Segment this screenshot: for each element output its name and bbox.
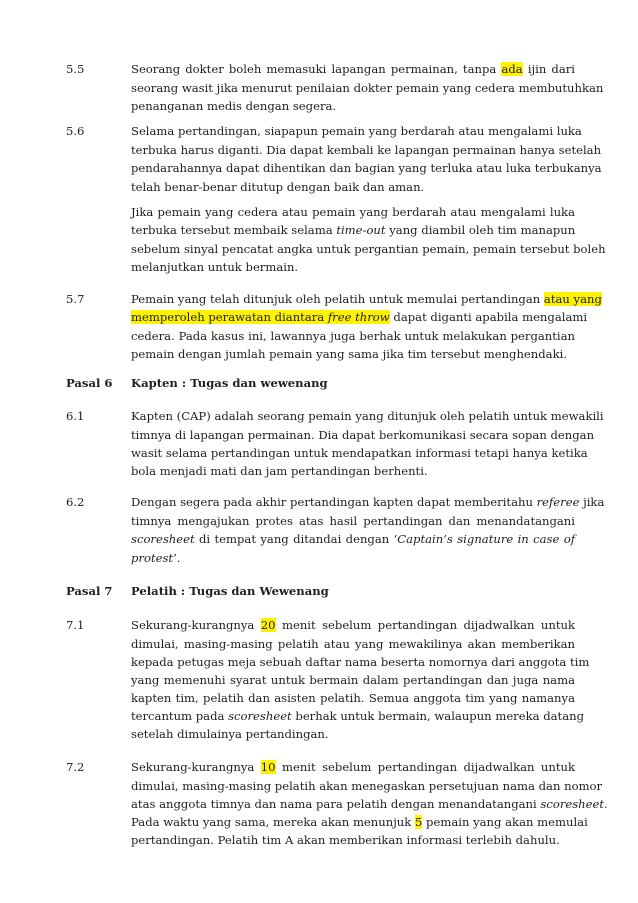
- section-number: 6.1: [66, 409, 85, 423]
- paragraph-line: Pemain yang telah ditunjuk oleh pelatih untuk memulai pertandingan atau yang: [131, 292, 602, 306]
- article-number: Pasal 7: [66, 584, 113, 598]
- paragraph-line: pertandingan. Pelatih tim A akan memberikan informasi terlebih dahulu.: [131, 833, 560, 847]
- section-number: 5.7: [66, 292, 85, 306]
- italic-term: ‘Captain’s signature in case of: [393, 532, 575, 546]
- paragraph-line: telah benar-benar ditutup dengan baik dan aman.: [131, 180, 425, 194]
- paragraph-line: timnya mengajukan protes atas hasil pertandingan dan menandatangani: [131, 514, 575, 528]
- paragraph-line: melanjutkan untuk bermain.: [131, 260, 299, 274]
- paragraph-line: tercantum pada scoresheet berhak untuk bermain, walaupun mereka datang: [131, 709, 585, 723]
- paragraph-line: yang memenuhi syarat untuk bermain dalam pertandingan dan juga nama: [131, 673, 575, 687]
- paragraph-line: timnya di lapangan permainan. Dia dapat berkomunikasi secara sopan dengan: [131, 428, 595, 442]
- italic-term: time-out: [336, 223, 386, 237]
- paragraph-line: atas anggota timnya dan nama para pelatih dengan menandatangani scoresheet.: [131, 797, 608, 811]
- highlight: 5: [414, 815, 423, 829]
- section-number: 7.2: [66, 760, 85, 774]
- paragraph-line: kepada petugas meja sebuah daftar nama beserta nomornya dari anggota tim: [131, 655, 590, 669]
- section-number: 7.1: [66, 618, 85, 632]
- article-number: Pasal 6: [66, 376, 113, 390]
- italic-term: referee: [536, 495, 580, 509]
- paragraph-line: Sekurang-kurangnya 10 menit sebelum pertandingan dijadwalkan untuk: [131, 760, 575, 774]
- paragraph-line: dimulai, masing-masing pelatih akan menegaskan persetujuan nama dan nomor: [131, 779, 603, 793]
- section-number: 5.6: [66, 124, 85, 138]
- paragraph-line: dimulai, masing-masing pelatih atau yang mewakilinya akan memberikan: [131, 637, 575, 651]
- paragraph-line: Pada waktu yang sama, mereka akan menunjuk 5 pemain yang akan memulai: [131, 815, 588, 829]
- italic-term: scoresheet: [131, 532, 195, 546]
- italic-term: protest’: [131, 551, 177, 565]
- highlight: 10: [260, 760, 276, 774]
- paragraph-line: protest’.: [131, 551, 181, 565]
- highlight: ada: [501, 62, 523, 76]
- paragraph-line: pemain dengan jumlah pemain yang sama jika tim tersebut menghendaki.: [131, 347, 568, 361]
- paragraph-line: bola menjadi mati dan jam pertandingan berhenti.: [131, 464, 428, 478]
- paragraph-line: memperoleh perawatan diantara free throw dapat diganti apabila mengalami: [131, 310, 588, 324]
- highlight: memperoleh perawatan diantara free throw: [131, 310, 390, 324]
- paragraph-line: seorang wasit jika menurut penilaian dokter pemain yang cedera membutuhkan: [131, 81, 604, 95]
- highlight: 20: [260, 618, 276, 632]
- paragraph-line: Selama pertandingan, siapapun pemain yang berdarah atau mengalami luka: [131, 124, 582, 138]
- paragraph-line: Seorang dokter boleh memasuki lapangan permainan, tanpa ada ijin dari: [131, 62, 576, 76]
- article-heading: Kapten : Tugas dan wewenang: [131, 376, 328, 390]
- section-number: 5.5: [66, 62, 85, 76]
- paragraph-line: Dengan segera pada akhir pertandingan kapten dapat memberitahu referee jika: [131, 495, 605, 509]
- article-heading: Pelatih : Tugas dan Wewenang: [131, 584, 329, 598]
- paragraph-line: penanganan medis dengan segera.: [131, 99, 337, 113]
- paragraph-line: terbuka tersebut membaik selama time-out yang diambil oleh tim manapun: [131, 223, 576, 237]
- italic-term: free throw: [327, 310, 390, 324]
- highlight: atau yang: [543, 292, 602, 306]
- paragraph-line: pendarahannya dapat dihentikan dan bagian yang terluka atau luka terbukanya: [131, 161, 602, 175]
- paragraph-line: setelah dimulainya pertandingan.: [131, 727, 329, 741]
- section-number: 6.2: [66, 495, 85, 509]
- paragraph-line: cedera. Pada kasus ini, lawannya juga berhak untuk melakukan pergantian: [131, 329, 575, 343]
- italic-term: scoresheet: [228, 709, 292, 723]
- italic-term: scoresheet: [540, 797, 605, 811]
- paragraph-line: Kapten (CAP) adalah seorang pemain yang ditunjuk oleh pelatih untuk mewakili: [131, 409, 604, 423]
- paragraph-line: kapten tim, pelatih dan asisten pelatih. Semua anggota tim yang namanya: [131, 691, 575, 705]
- paragraph-line: scoresheet di tempat yang ditandai dengan ‘Captain’s signature in case of: [131, 532, 575, 546]
- paragraph-line: wasit selama pertandingan untuk mendapatkan informasi tetapi hanya ketika: [131, 446, 588, 460]
- paragraph-line: terbuka harus diganti. Dia dapat kembali ke lapangan permainan hanya setelah: [131, 143, 602, 157]
- paragraph-line: Jika pemain yang cedera atau pemain yang berdarah atau mengalami luka: [131, 205, 575, 219]
- paragraph-line: Sekurang-kurangnya 20 menit sebelum pertandingan dijadwalkan untuk: [131, 618, 575, 632]
- paragraph-line: sebelum sinyal pencatat angka untuk pergantian pemain, pemain tersebut boleh: [131, 242, 606, 256]
